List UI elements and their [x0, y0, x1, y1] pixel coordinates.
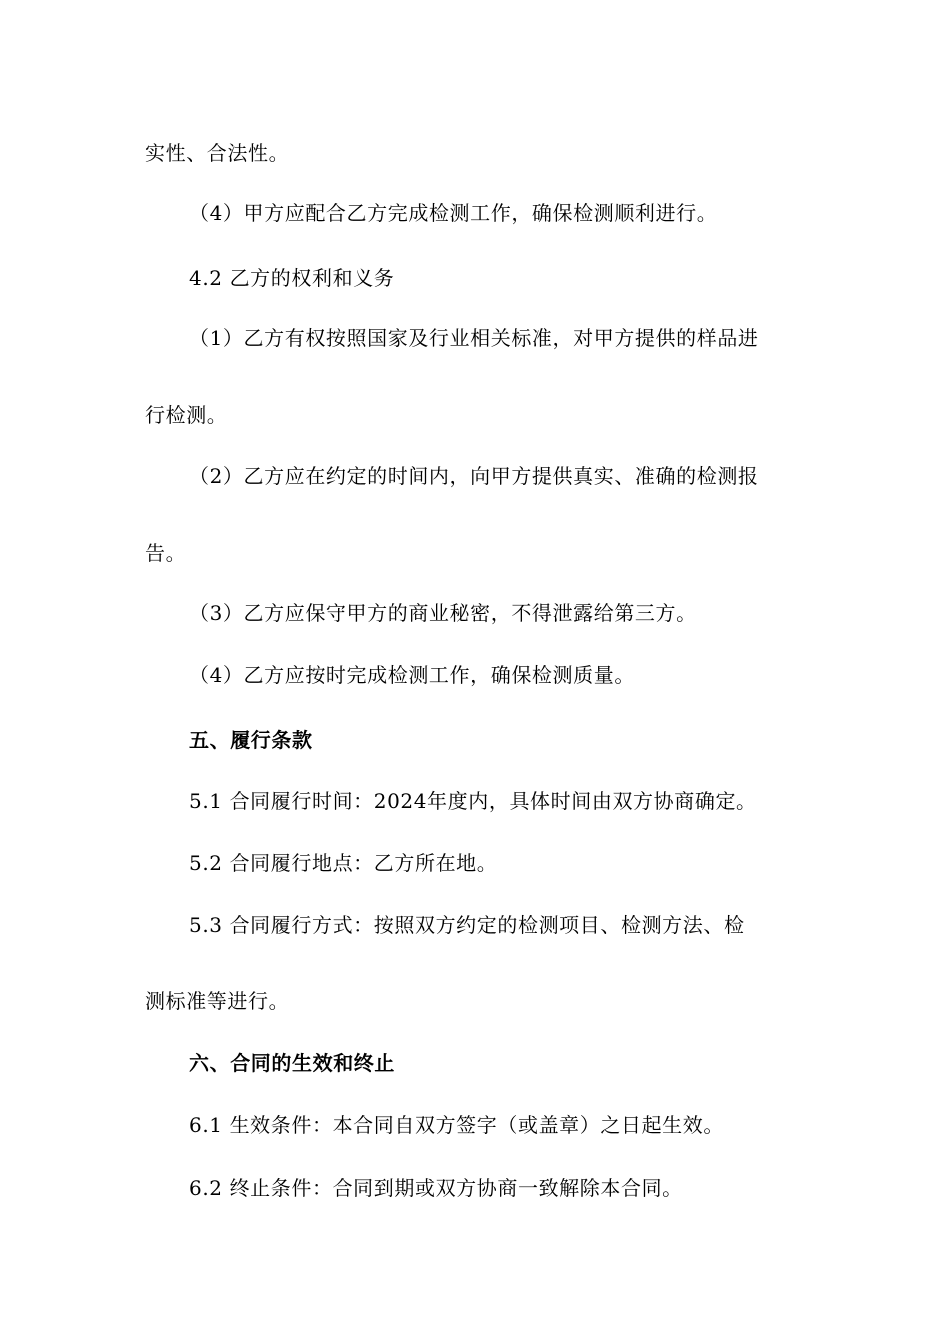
- paragraph-line: （1）乙方有权按照国家及行业相关标准，对甲方提供的样品进: [189, 326, 759, 350]
- paragraph-line: （4）乙方应按时完成检测工作，确保检测质量。: [189, 663, 635, 687]
- paragraph-line: 5.3 合同履行方式：按照双方约定的检测项目、检测方法、检: [189, 913, 745, 937]
- section-subheading: 4.2 乙方的权利和义务: [189, 266, 395, 290]
- paragraph-line: 6.2 终止条件：合同到期或双方协商一致解除本合同。: [189, 1176, 683, 1200]
- section-heading: 五、履行条款: [189, 728, 313, 752]
- paragraph-line: 测标准等进行。: [145, 989, 290, 1013]
- paragraph-line: 行检测。: [145, 403, 228, 427]
- paragraph-line: （4）甲方应配合乙方完成检测工作，确保检测顺利进行。: [189, 201, 718, 225]
- section-heading: 六、合同的生效和终止: [189, 1051, 395, 1075]
- paragraph-line: （3）乙方应保守甲方的商业秘密，不得泄露给第三方。: [189, 601, 697, 625]
- paragraph-line: （2）乙方应在约定的时间内，向甲方提供真实、准确的检测报: [189, 464, 759, 488]
- paragraph-line: 告。: [145, 541, 187, 565]
- paragraph-line: 5.2 合同履行地点：乙方所在地。: [189, 851, 498, 875]
- paragraph-line: 5.1 合同履行时间：2024年度内，具体时间由双方协商确定。: [189, 789, 757, 813]
- paragraph-line: 6.1 生效条件：本合同自双方签字（或盖章）之日起生效。: [189, 1113, 724, 1137]
- paragraph-line: 实性、合法性。: [145, 141, 290, 165]
